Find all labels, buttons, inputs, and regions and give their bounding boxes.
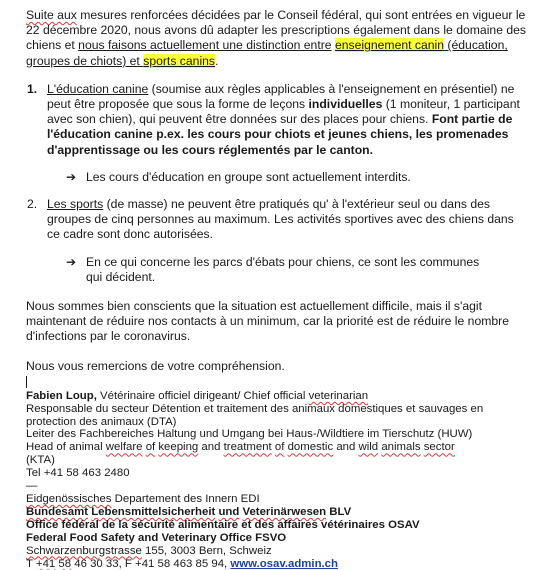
en-text: domestic — [287, 441, 334, 454]
signature-address — [26, 545, 527, 558]
list-number: 1. — [27, 81, 38, 96]
education-paragraph — [47, 82, 527, 158]
office-text: Veterinärwesen — [242, 505, 327, 518]
signature-fr-line: Responsable du secteur Détention et traitement des animaux domestiques et sauvages en protection des animaux (DTA) — [26, 402, 484, 428]
signature-office-de — [26, 506, 527, 519]
signatory-title: veterinarian — [308, 389, 369, 402]
signature-phone: Tel +41 58 463 2480 — [26, 467, 130, 480]
signature-contact — [26, 558, 527, 570]
en-text: of — [145, 441, 156, 454]
intro-text: (éducation, groupes de chiots) et — [26, 38, 508, 68]
arrow-note-text: Les cours d'éducation en groupe sont actuellement interdits. — [86, 169, 411, 184]
signature-separator: — — [26, 480, 38, 493]
sports-paragraph — [47, 197, 527, 243]
signatory-name: Fabien Loup, — [26, 389, 97, 402]
highlight-sports-canins: sports canins — [143, 53, 216, 68]
education-text: individuelles — [308, 97, 383, 112]
contact-text: +41 — [35, 557, 56, 570]
en-text: wild — [358, 441, 379, 454]
closing-paragraph: Nous sommes bien conscients que la situation est actuellement difficile, mais il s'agit maintenant de réduire nos contacts à un minimum, car la priorité est de réduire le nombre d'infections par le coronavirus. — [26, 299, 510, 344]
sports-label: Les sports — [47, 197, 104, 212]
signature-de-line: Leiter des Fachbereiches Haltung und Umgang bei Haus-/Wildtiere im Tierschutz (HUW) — [26, 428, 473, 441]
office-text: Bundesamt — [26, 505, 89, 518]
intro-text: Suite aux — [26, 8, 77, 22]
education-text: (soumise aux règles applicables à l'enseignement en présentiel) ne peut être proposée que sous la forme de leçons — [47, 81, 515, 112]
list-number: 2. — [27, 197, 38, 212]
text-cursor — [26, 376, 27, 388]
office-text: Lebensmittelsicherheit — [91, 505, 216, 518]
en-text: animals — [381, 441, 421, 454]
intro-paragraph — [26, 8, 527, 69]
arrow-note-sports — [66, 255, 487, 285]
signature-kta: (KTA) — [26, 454, 55, 467]
website-link[interactable]: www.osav.admin.ch — [230, 557, 338, 570]
en-text: treatment — [223, 441, 272, 454]
list-item-sports — [27, 197, 527, 243]
dept-text: Eidgenössisches — [26, 493, 112, 506]
arrow-right-icon: ➔ — [66, 169, 77, 184]
en-text: Head of animal — [26, 441, 106, 454]
en-text: keeping — [158, 441, 199, 454]
signatory-title: Vétérinaire officiel dirigeant/ Chief official — [96, 389, 309, 402]
office-text: BLV — [326, 505, 352, 518]
signature-office-fr: Office fédéral de la sécurité alimentaire et des affaires vétérinaires OSAV — [26, 518, 420, 531]
sports-text: (de masse) ne peuvent être pratiqués qu' à l'extérieur seul ou dans des groupes de cinq personnes au maximum. Les activités sportives avec des chiens dans ce cadre sont donc autorisées. — [47, 197, 514, 242]
address-text: 155, 3003 Bern, Schweiz — [141, 544, 272, 557]
arrow-note-education — [66, 170, 527, 185]
signature-office-en: Federal Food Safety and Veterinary Office FSVO — [26, 531, 287, 544]
education-label: L'éducation canine — [47, 81, 149, 96]
en-text: of — [274, 441, 285, 454]
signature-department — [26, 493, 527, 506]
en-text: sector — [423, 441, 455, 454]
intro-text: mesures renforcées décidées par le Conseil fédéral, qui sont entrées en vigueur le 22 décembre 2020, nous avons dû adapter les prescriptions également dans le domaine des chiens et — [26, 8, 527, 53]
en-text: welfare — [105, 441, 143, 454]
office-text: und — [218, 505, 240, 518]
address-text: Schwarzenburgstrasse — [26, 544, 142, 557]
contact-text: 58 — [58, 557, 72, 570]
signature-en-line — [26, 441, 527, 454]
arrow-right-icon: ➔ — [66, 254, 77, 269]
arrow-note-text: En ce qui concerne les parcs d'ébats pour chiens, ce sont les communes qui décident. — [86, 254, 480, 284]
contact-text: T — [26, 557, 36, 570]
contact-text: 46 30 33, F +41 58 463 85 94, — [71, 557, 231, 570]
en-text: and — [333, 441, 359, 454]
intro-text: . — [215, 53, 219, 68]
highlight-enseignement-canin: enseignement canin — [334, 38, 445, 53]
en-text: and — [198, 441, 224, 454]
education-text: (1 moniteur, 1 participant avec son chien), qui peuvent être données sur des places pour chiens. — [47, 97, 520, 127]
education-text: Font partie de l'éducation canine p.ex. les cours pour chiots et jeunes chiens, les promenades d'apprentissage ou les cours réglementés par le canton. — [47, 112, 513, 157]
thanks-paragraph: Nous vous remercions de votre compréhension. — [26, 358, 285, 373]
list-item-education — [27, 82, 527, 158]
dept-text: Departement des Innern EDI — [111, 493, 260, 506]
signature-block — [26, 376, 527, 570]
intro-text: nous faisons actuellement une distinction entre — [78, 38, 332, 53]
